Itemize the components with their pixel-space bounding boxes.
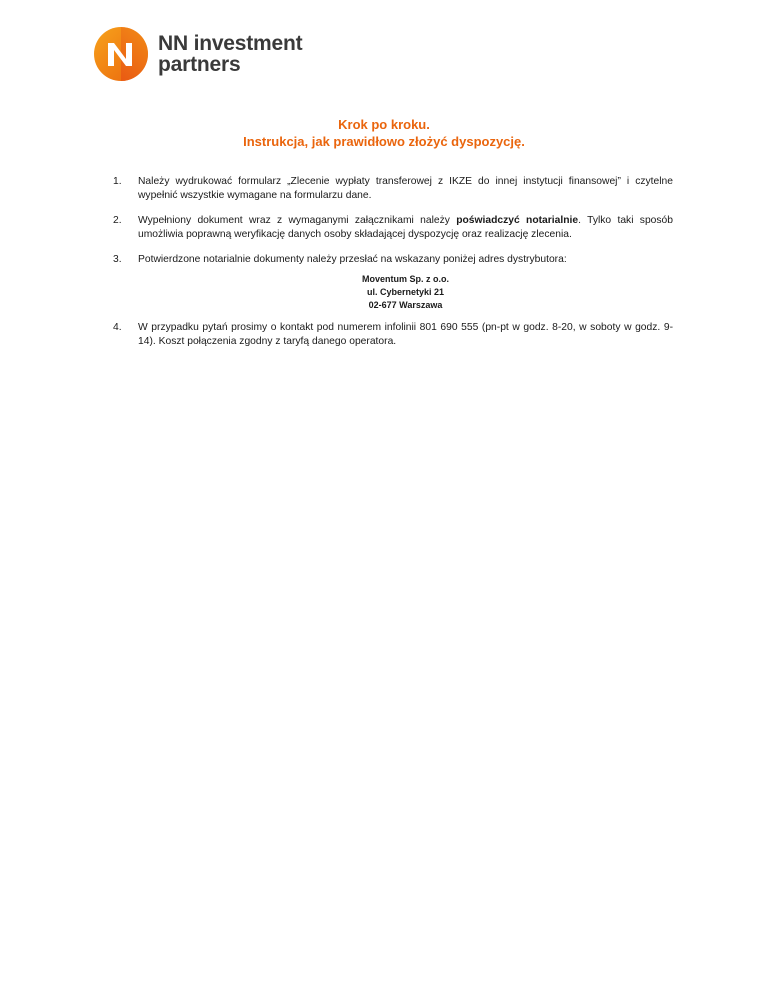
nn-logo xyxy=(92,26,302,82)
step-item xyxy=(113,321,673,349)
logo-line-2: partners xyxy=(158,53,241,76)
step-text-bold: poświadczyć notarialnie xyxy=(456,215,579,226)
step-text: W przypadku pytań prosimy o kontakt pod numerem infolinii 801 690 555 (pn-pt w godz. 8-20, w soboty w godz. 9-14). Koszt połączenia zgodny z taryfą danego operatora. xyxy=(138,322,673,347)
logo-line-1: NN investment xyxy=(158,32,303,55)
step-text-before: Wypełniony dokument wraz z wymaganymi załącznikami należy xyxy=(138,215,457,226)
heading-line-2: Instrukcja, jak prawidłowo złożyć dyspozycję. xyxy=(243,134,525,149)
step-text-after: . Tylko taki sposób umożliwia poprawną weryfikację danych osoby składającej dyspozycję oraz realizację zlecenia. xyxy=(138,215,673,240)
distributor-address xyxy=(113,273,673,312)
step-item xyxy=(113,253,673,267)
step-number: 3. xyxy=(113,254,122,265)
step-item xyxy=(113,214,673,242)
steps-list xyxy=(113,175,673,349)
step-number: 1. xyxy=(113,176,122,187)
heading-line-1: Krok po kroku. xyxy=(338,117,430,132)
step-text: Należy wydrukować formularz „Zlecenie wypłaty transferowej z IKZE do innej instytucji finansowej” i czytelne wypełnić wszystkie wymagane na formularzu dane. xyxy=(138,176,673,201)
logo-wordmark xyxy=(158,33,302,75)
step-number: 4. xyxy=(113,322,122,333)
address-street: ul. Cybernetyki 21 xyxy=(366,287,445,297)
step-text: Potwierdzone notarialnie dokumenty należy przesłać na wskazany poniżej adres dystrybutora: xyxy=(138,254,567,265)
address-city: 02-677 Warszawa xyxy=(368,300,443,310)
step-item xyxy=(113,175,673,203)
step-number: 2. xyxy=(113,215,122,226)
document-heading xyxy=(0,116,768,150)
address-company: Moventum Sp. z o.o. xyxy=(362,274,449,284)
nn-logo-mark-icon xyxy=(92,26,150,82)
